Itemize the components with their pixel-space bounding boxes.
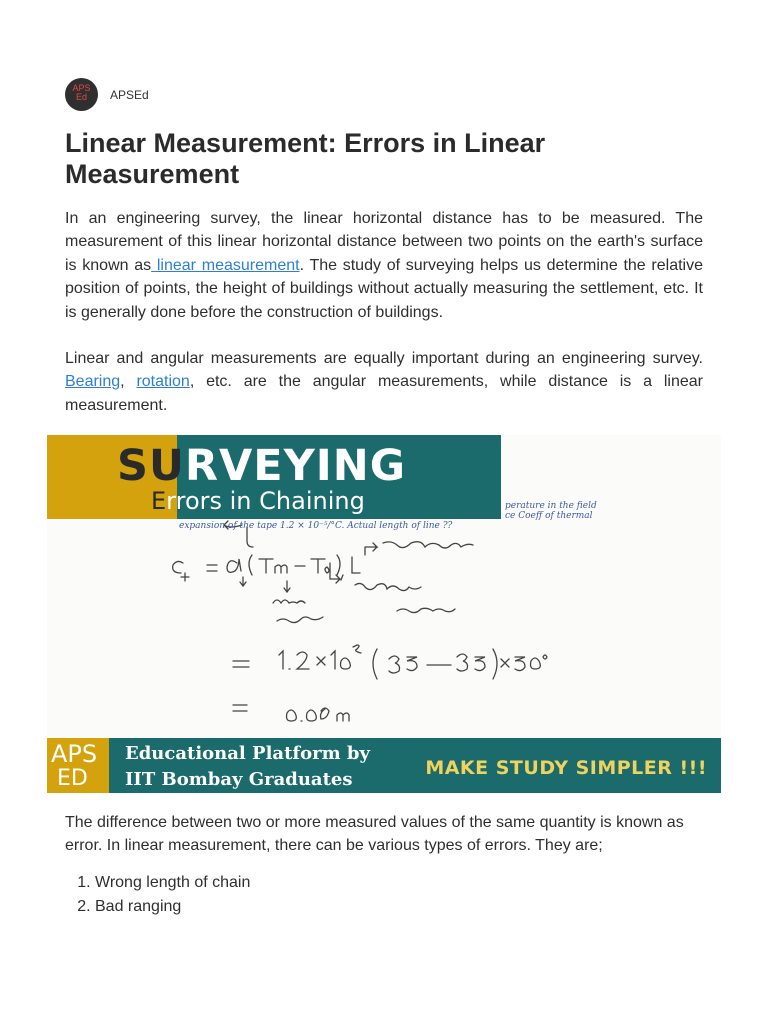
image-footer-bar <box>47 738 721 793</box>
second-paragraph <box>65 347 703 417</box>
second-text-1: Linear and angular measurements are equally important during an engineering survey. <box>65 350 703 367</box>
errors-definition-paragraph: The difference between two or more measured values of the same quantity is known as error. In linear measurement, there can be various types of errors. They are; <box>65 814 684 855</box>
subtitle-light: rrors in Chaining <box>166 487 365 515</box>
intro-text-1: In an engineering survey, the linear horizontal distance has to be measured. The measurement of this linear horizontal distance between two points on the earth's surface is known as <box>65 210 703 274</box>
author-name[interactable]: APSEd <box>110 87 149 102</box>
footer-logo-top: APS <box>51 740 98 768</box>
rotation-link[interactable]: rotation <box>136 373 190 391</box>
surveying-banner-title <box>117 441 406 491</box>
apsed-footer-logo <box>47 738 109 793</box>
bearing-link[interactable]: Bearing <box>65 373 121 391</box>
errors-in-chaining-subtitle <box>151 487 365 515</box>
errors-list <box>65 871 250 919</box>
author-byline[interactable] <box>65 78 149 111</box>
footer-line-1: Educational Platform by <box>125 743 370 764</box>
avatar[interactable] <box>65 78 98 111</box>
page-title: Linear Measurement: Errors in Linear Measurement <box>65 128 546 189</box>
intro-text-2: . The study of surveying helps us determine the relative position of points, the height of buildings without actually measuring the settlement, etc. It is generally done before the construction of buildings. <box>65 256 703 321</box>
surveying-errors-image <box>47 435 721 793</box>
list-item: 2. Bad ranging <box>95 895 250 919</box>
link-separator: , <box>120 373 137 391</box>
handwriting-fragment-3: ce Coeff of thermal <box>505 511 593 521</box>
linear-measurement-link[interactable]: linear measurement <box>151 256 300 274</box>
handwriting-fragment-2: perature in the field <box>505 501 597 511</box>
intro-paragraph <box>65 207 703 324</box>
second-text-2: , etc. are the angular measurements, while distance is a linear measurement. <box>65 373 703 414</box>
subtitle-dark: E <box>151 487 167 515</box>
footer-line-2: IIT Bombay Graduates <box>125 769 353 790</box>
footer-logo-bottom: ED <box>57 766 88 791</box>
footer-slogan: MAKE STUDY SIMPLER !!! <box>425 757 707 779</box>
avatar-logo-top: APS <box>72 83 91 93</box>
banner-title-dark: SU <box>117 441 185 491</box>
list-item: 1. Wrong length of chain <box>95 871 250 895</box>
handwriting-fragment-1: expansion of the tape 1.2 × 10⁻⁵/°C. Actual length of line ?? <box>179 521 453 531</box>
banner-title-light: RVEYING <box>184 441 407 491</box>
avatar-logo-bottom: Ed <box>75 92 87 102</box>
